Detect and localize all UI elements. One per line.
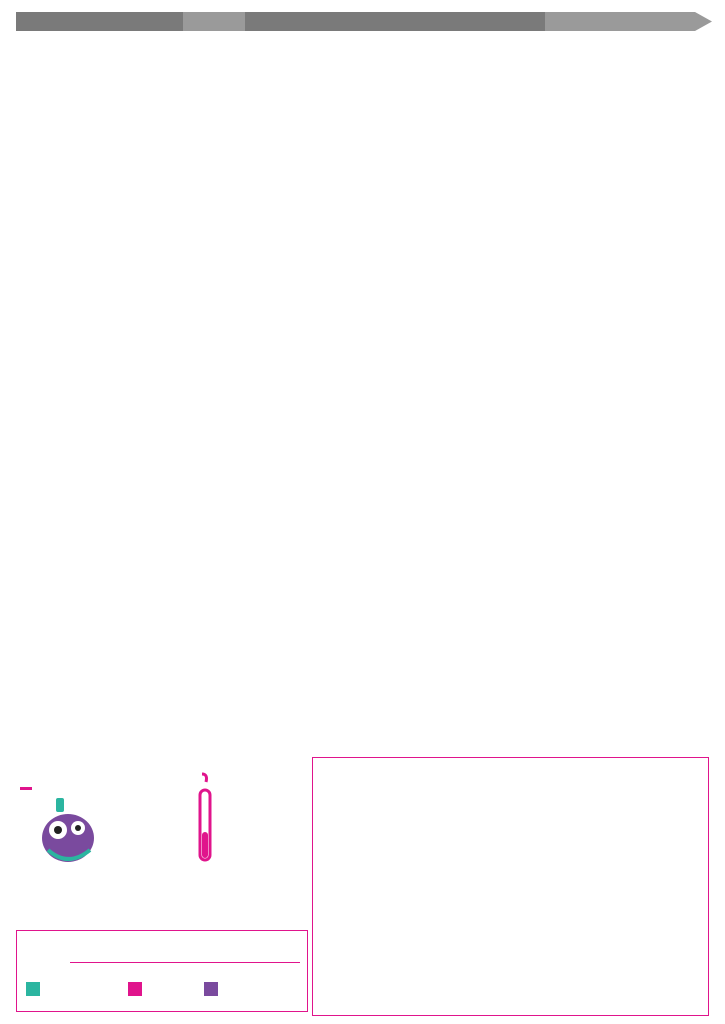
flask-icon: [194, 772, 216, 872]
swatch-pink: [128, 982, 142, 996]
legend-small: [16, 930, 308, 1012]
swatch-teal: [26, 982, 40, 996]
url-underline: [70, 962, 300, 963]
swatch-purple: [204, 982, 218, 996]
legend-main: [312, 757, 709, 1016]
mascot-icon: [28, 790, 108, 880]
